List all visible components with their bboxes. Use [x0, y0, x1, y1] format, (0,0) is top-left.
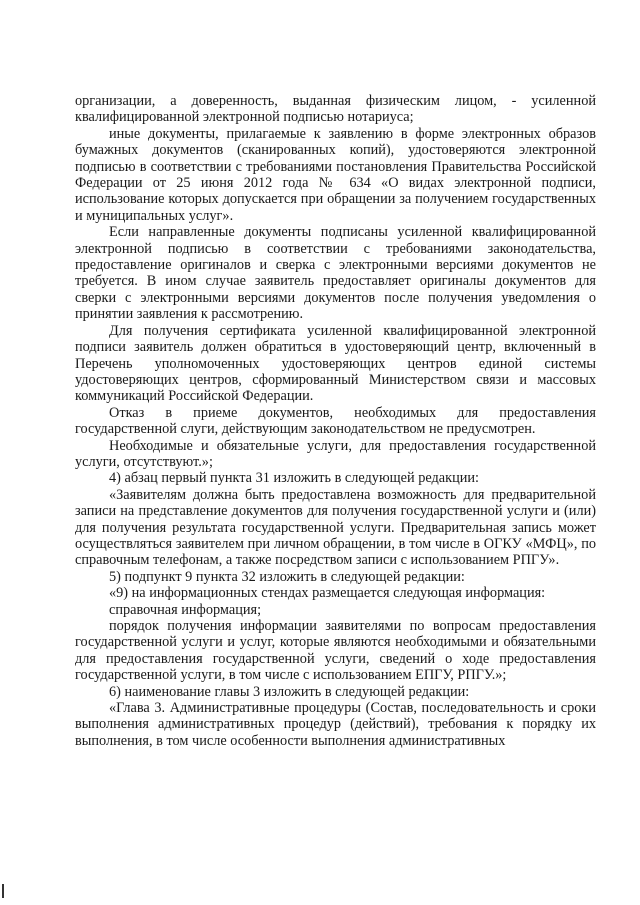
paragraph-8: «Заявителям должна быть предоставлена возможность для предварительной записи на представление документов для получения государственной услуги и (или) для получения результата государственной услуги. Предварительная запись может осуществляться заявителем при личном обращении, в том числе в ОГКУ «МФЦ», по справочным телефонам, а также посредством записи с использованием РПГУ». [75, 486, 596, 569]
paragraph-14: «Глава 3. Административные процедуры (Состав, последовательность и сроки выполнения административных процедур (действий), требования к порядку их выполнения, в том числе особенности выполнения административных [75, 700, 596, 749]
paragraph-3: Если направленные документы подписаны усиленной квалифицированной электронной подписью в соответствии с требованиями законодательства, предоставление оригиналов и сверка с электронными версиями документов не требуется. В ином случае заявитель предоставляет оригиналы документов для сверки с электронными версиями документов после получения уведомления о принятии заявления к рассмотрению. [75, 224, 596, 323]
paragraph-6: Необходимые и обязательные услуги, для предоставления государственной услуги, отсутствуют.»; [75, 437, 596, 470]
paragraph-4: Для получения сертификата усиленной квалифицированной электронной подписи заявитель должен обратиться в удостоверяющий центр, включенный в Перечень уполномоченных удостоверяющих центров единой системы удостоверяющих центров, сформированный Министерством связи и массовых коммуникаций Российской Федерации. [75, 322, 596, 405]
paragraph-7: 4) абзац первый пункта 31 изложить в следующей редакции: [109, 470, 480, 487]
paragraph-11: справочная информация; [109, 601, 262, 618]
paragraph-13: 6) наименование главы 3 изложить в следующей редакции: [109, 683, 470, 700]
document-body [75, 93, 596, 749]
paragraph-10: «9) на информационных стендах размещается следующая информация: [109, 585, 546, 602]
scan-edge-mark [2, 884, 4, 898]
paragraph-12: порядок получения информации заявителями по вопросам предоставления государственной услуги и услуг, которые являются необходимыми и обязательными для предоставления государственной услуги, сведений о ходе предоставления государственной услуги, в том числе с использованием ЕПГУ, РПГУ.»; [75, 618, 596, 684]
paragraph-2: иные документы, прилагаемые к заявлению в форме электронных образов бумажных документов (сканированных копий), удостоверяются электронной подписью в соответствии с требованиями постановления Правительства Российской Федерации от 25 июня 2012 года № 634 «О видах электронной подписи, использование которых допускается при обращении за получением государственных и муниципальных услуг». [75, 125, 596, 224]
paragraph-5: Отказ в приеме документов, необходимых для предоставления государственной слуги, действующим законодательством не предусмотрен. [75, 404, 596, 438]
paragraph-9: 5) подпункт 9 пункта 32 изложить в следующей редакции: [109, 568, 465, 585]
paragraph-1: организации, а доверенность, выданная физическим лицом, - усиленной квалифицированной электронной подписью нотариуса; [75, 93, 596, 126]
